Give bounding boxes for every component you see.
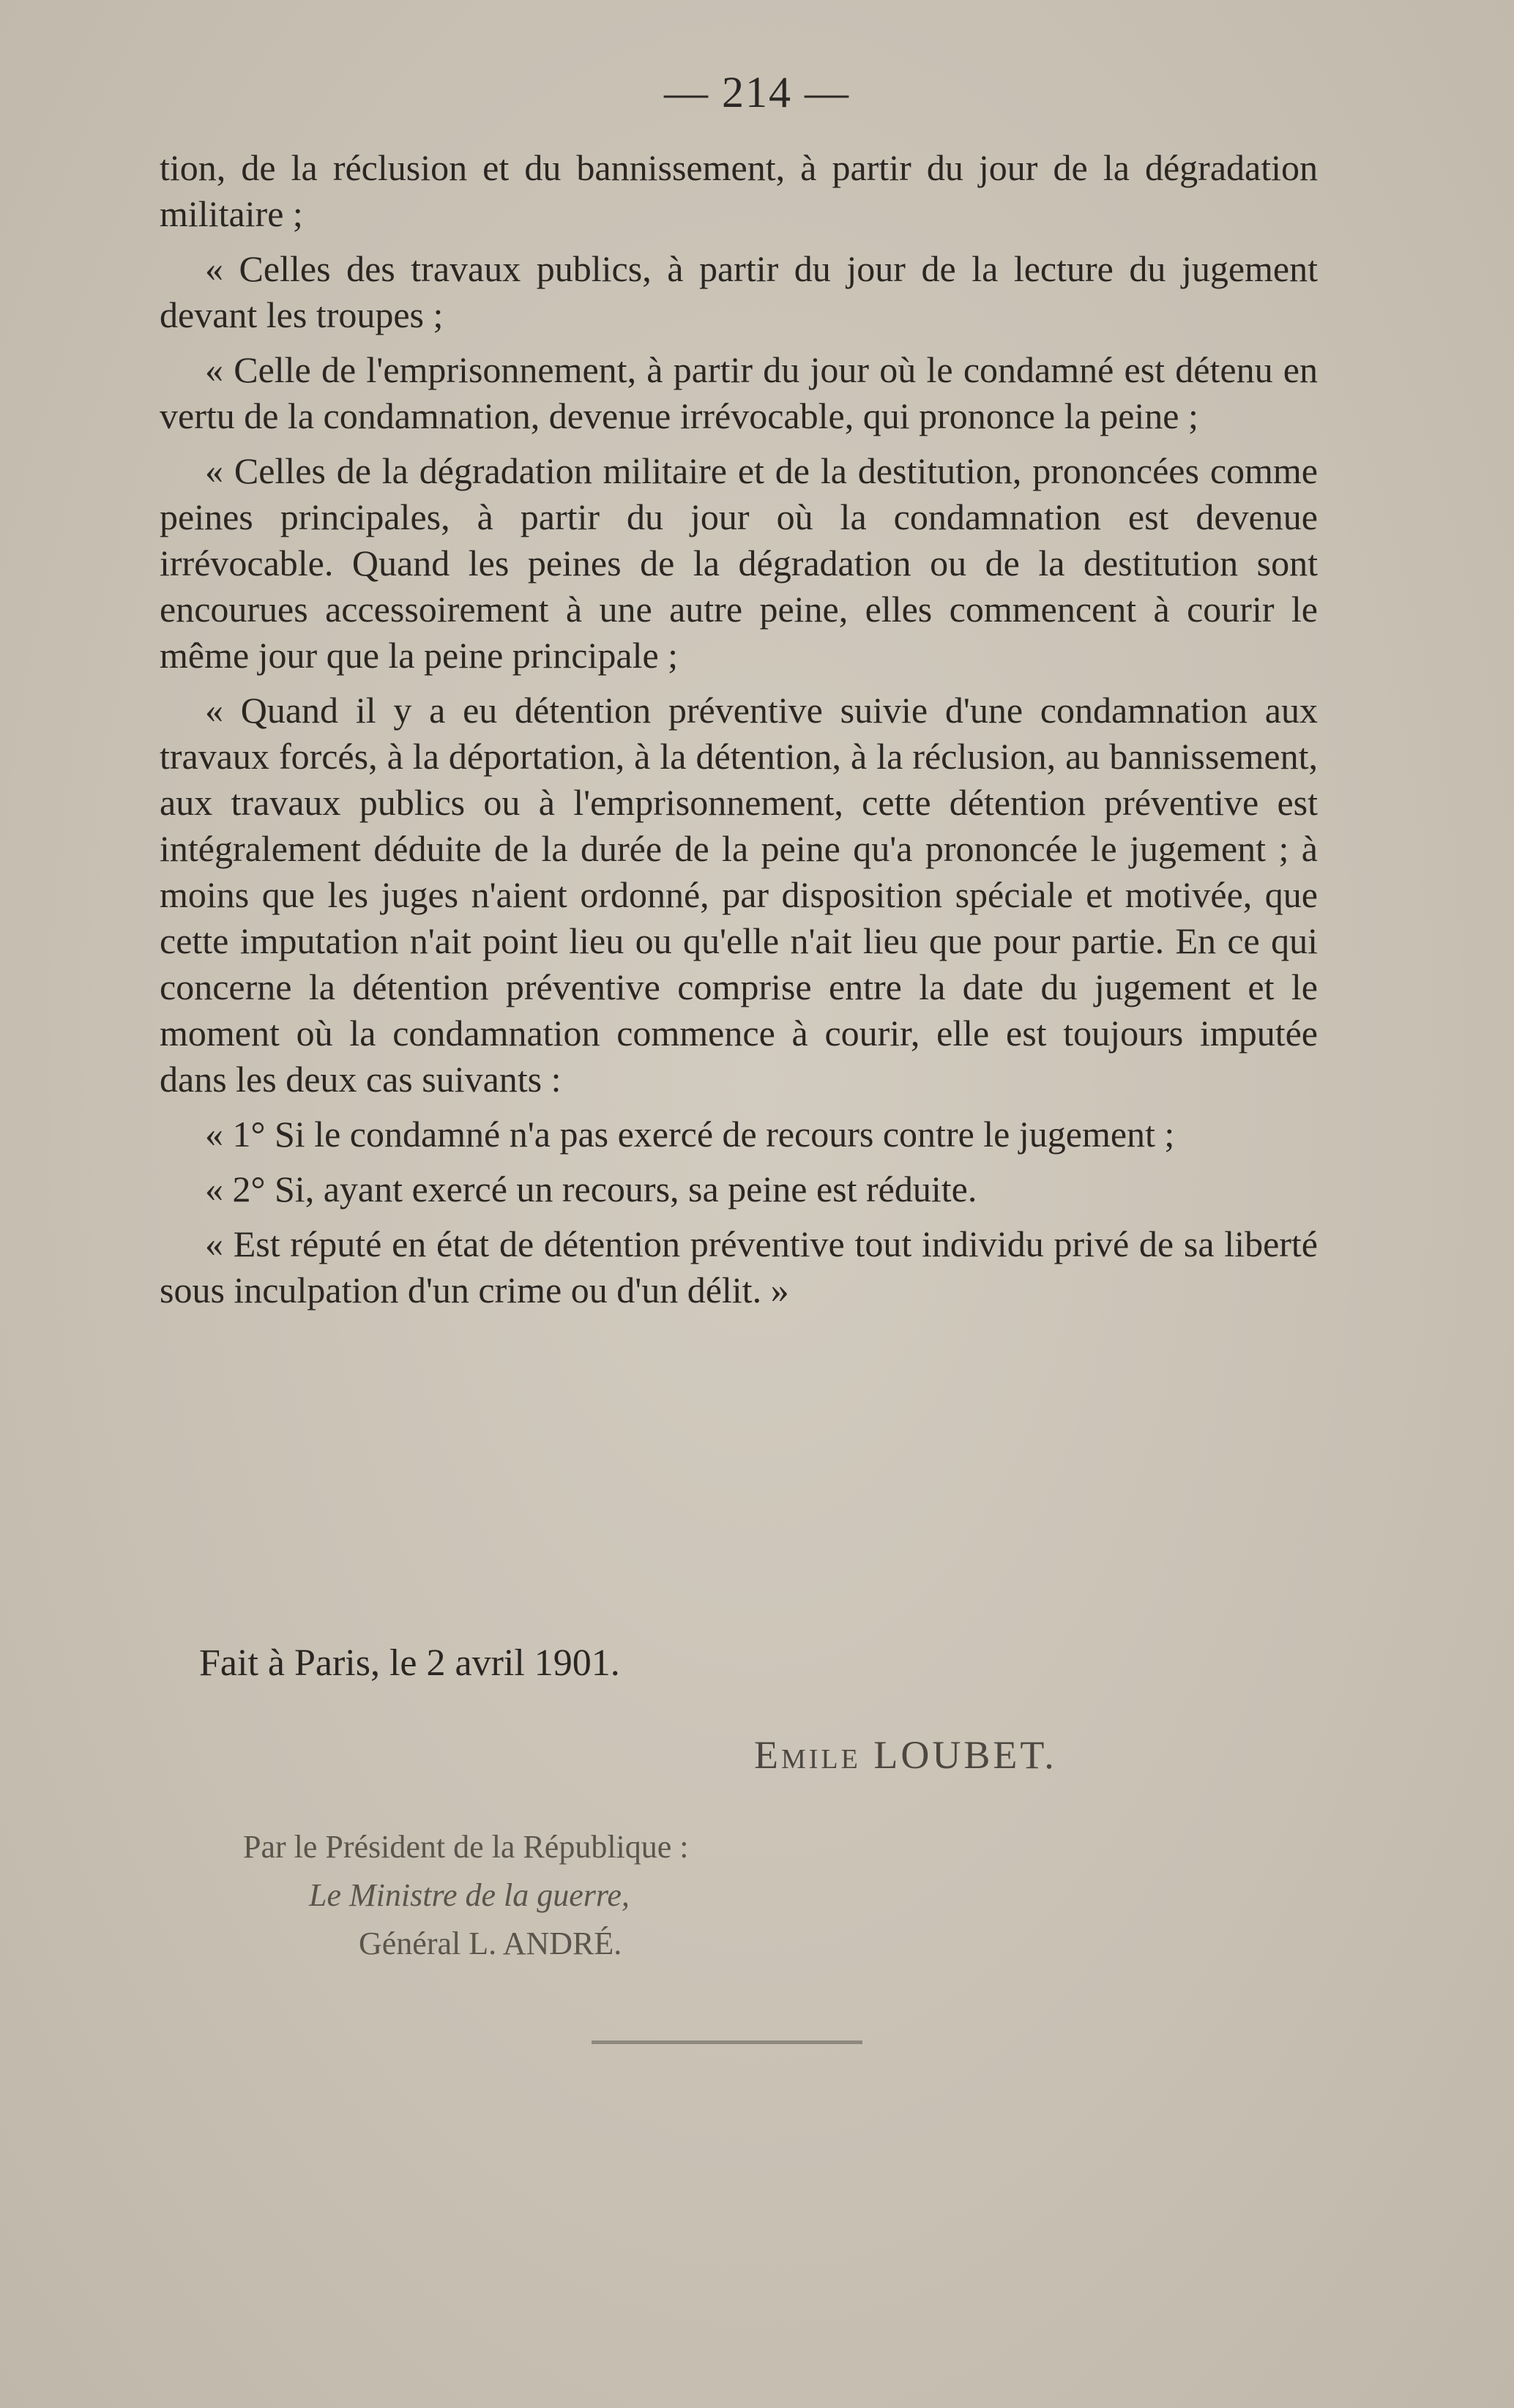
paragraph-detention-preventive: « Quand il y a eu détention préventive suivie d'une condamnation aux travaux forcés, à la déportation, à la détention, à la réclusion, au bannissement, aux travaux publics ou à l'emprisonnement, cette détention préventive est intégralement déduite de la durée de la peine qu'a prononcée le jugement ; à moins que les juges n'aient ordonné, par disposition spéciale et motivée, que cette imputation n'ait point lieu ou qu'elle n'ait lieu que pour partie. En ce qui concerne la détention préventive comprise entre la date du jugement et le moment où la condamnation commence à courir, elle est toujours imputée dans les deux cas suivants : [160,690,1318,1100]
countersignature [243,1823,689,1968]
paragraph-degradation: « Celles de la dégradation militaire et de la destitution, prononcées comme peines principales, à partir du jour où la condamnation est devenue irrévocable. Quand les peines de la dégradation ou de la destitution sont encourues accessoirement à une autre peine, elles commencent à courir le même jour que la peine principale ; [160,450,1318,676]
paragraph-definition: « Est réputé en état de détention préventive tout individu privé de sa liberté sous inculpation d'un crime ou d'un délit. » [160,1223,1318,1311]
page-number: — 214 — [664,68,850,116]
end-rule [592,2040,862,2044]
paragraph-case-1: « 1° Si le condamné n'a pas exercé de recours contre le jugement ; [205,1114,1175,1155]
paragraph-case-2: « 2° Si, ayant exercé un recours, sa peine est réduite. [205,1168,977,1209]
signature: Emile LOUBET. [754,1733,1057,1777]
countersign-line-1: Par le Président de la République : [243,1829,689,1865]
paragraph-emprisonnement: « Celle de l'emprisonnement, à partir du jour où le condamné est détenu en vertu de la condamnation, devenue irrévocable, qui prononce la peine ; [160,349,1318,436]
paragraph-travaux-publics: « Celles des travaux publics, à partir du jour de la lecture du jugement devant les troupes ; [160,248,1318,335]
dateline: Fait à Paris, le 2 avril 1901. [199,1642,620,1684]
countersign-line-2: Le Ministre de la guerre, [309,1877,630,1913]
paragraph-continuation: tion, de la réclusion et du bannissement, à partir du jour de la dégradation militaire ; [160,147,1318,234]
countersign-line-3: Général L. ANDRÉ. [359,1926,622,1961]
body-text [160,145,1318,1322]
